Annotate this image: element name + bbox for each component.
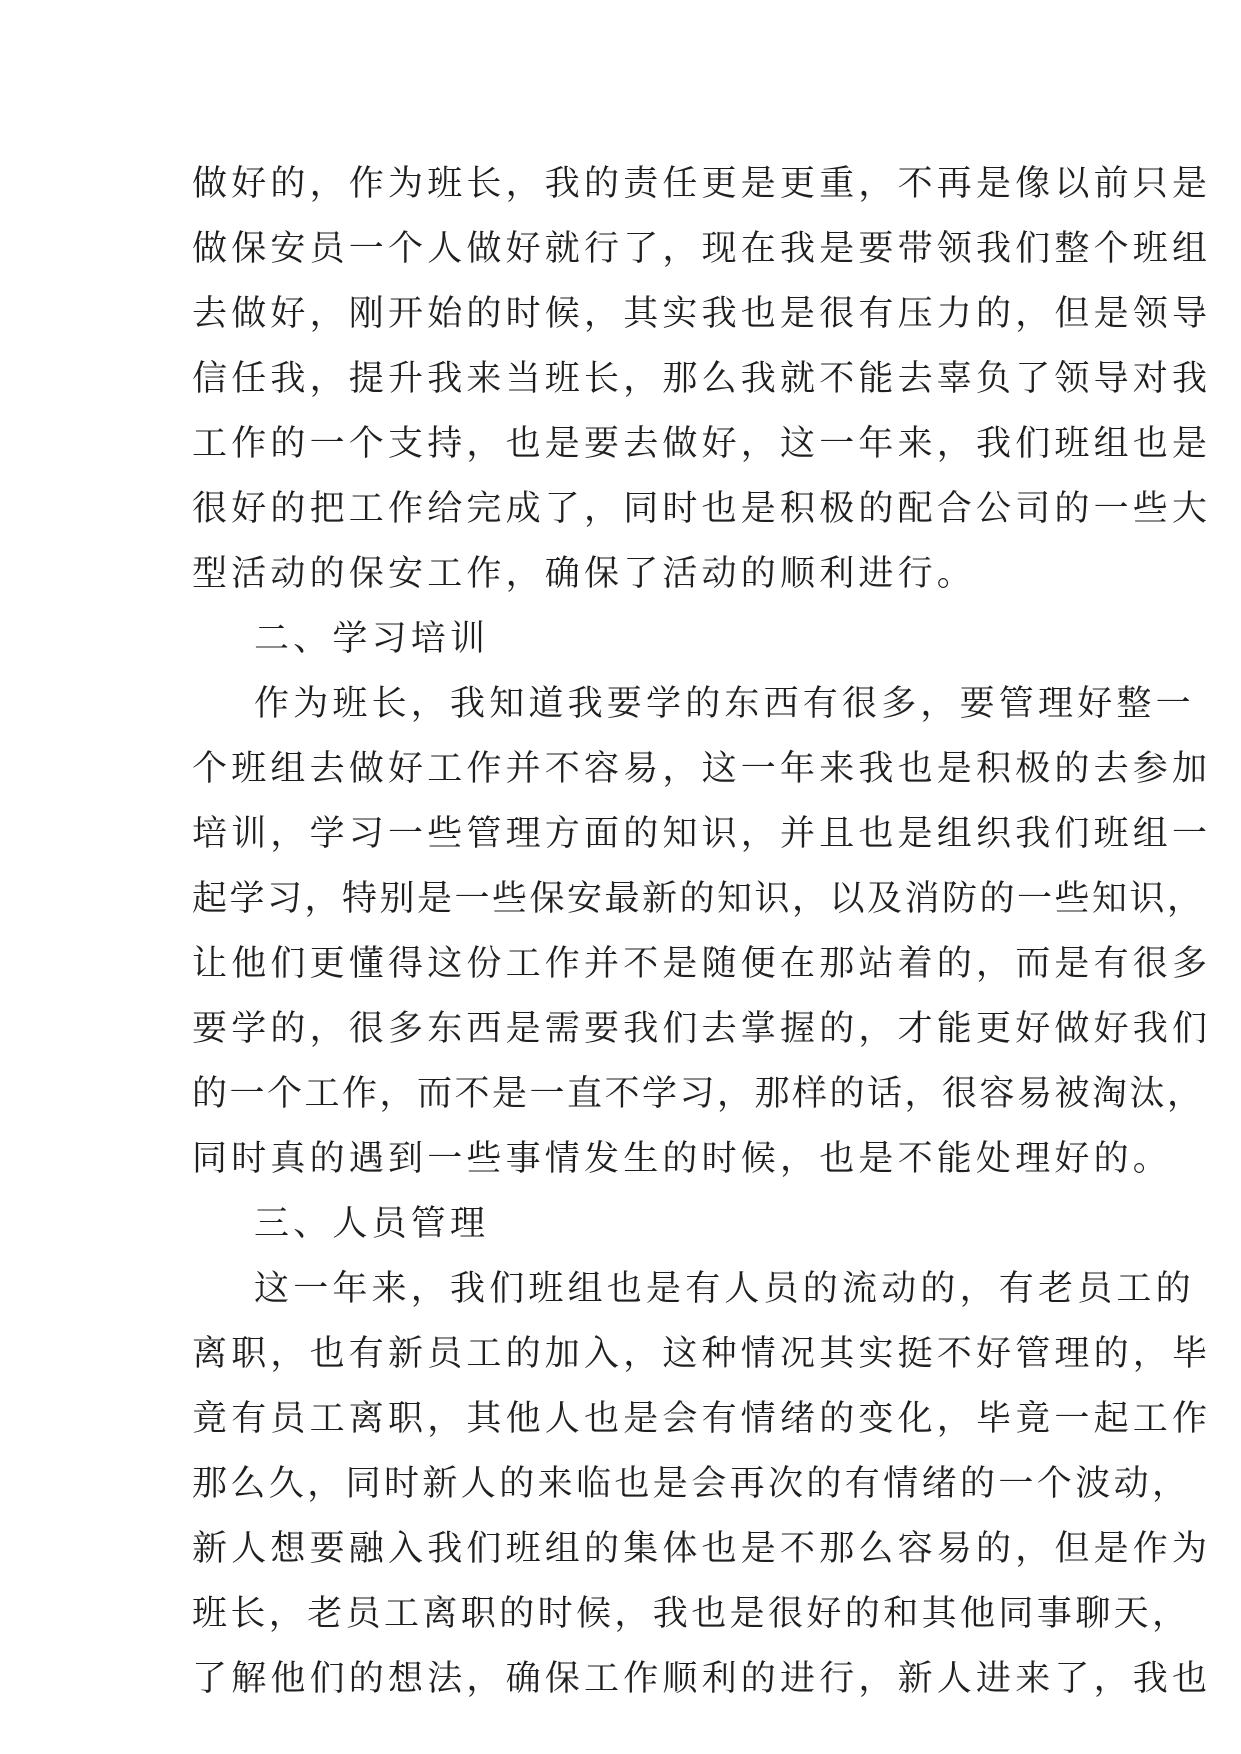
paragraph-1-line-2: 做保安员一个人做好就行了，现在我是要带领我们整个班组 [192, 229, 1212, 269]
paragraph-1-line-4: 信任我，提升我来当班长，那么我就不能去辜负了领导对我 [192, 359, 1212, 399]
paragraph-3-line-7: 了解他们的想法，确保工作顺利的进行，新人进来了，我也 [192, 1659, 1212, 1699]
paragraph-2-line-1: 作为班长，我知道我要学的东西有很多，要管理好整一 [254, 684, 1195, 724]
paragraph-3-line-2: 离职，也有新员工的加入，这种情况其实挺不好管理的，毕 [192, 1334, 1212, 1374]
section-heading-personnel-management: 三、人员管理 [254, 1204, 490, 1244]
paragraph-3-line-5: 新人想要融入我们班组的集体也是不那么容易的，但是作为 [192, 1529, 1212, 1569]
paragraph-3-line-1: 这一年来，我们班组也是有人员的流动的，有老员工的 [254, 1269, 1195, 1309]
paragraph-2-line-4: 起学习，特别是一些保安最新的知识，以及消防的一些知识， [192, 879, 1205, 919]
paragraph-2-line-5: 让他们更懂得这份工作并不是随便在那站着的，而是有很多 [192, 944, 1212, 984]
paragraph-3-line-6: 班长，老员工离职的时候，我也是很好的和其他同事聊天， [192, 1594, 1191, 1634]
paragraph-3-line-4: 那么久，同时新人的来临也是会再次的有情绪的一个波动， [192, 1464, 1191, 1504]
paragraph-3-line-3: 竟有员工离职，其他人也是会有情绪的变化，毕竟一起工作 [192, 1399, 1212, 1439]
paragraph-2-line-6: 要学的，很多东西是需要我们去掌握的，才能更好做好我们 [192, 1009, 1212, 1049]
paragraph-1-line-3: 去做好，刚开始的时候，其实我也是很有压力的，但是领导 [192, 294, 1212, 334]
section-heading-learning-training: 二、学习培训 [254, 619, 490, 659]
paragraph-2-line-2: 个班组去做好工作并不容易，这一年来我也是积极的去参加 [192, 749, 1212, 789]
paragraph-1-line-5: 工作的一个支持，也是要去做好，这一年来，我们班组也是 [192, 424, 1212, 464]
paragraph-1-line-1: 做好的，作为班长，我的责任更是更重，不再是像以前只是 [192, 164, 1212, 204]
paragraph-1-line-6: 很好的把工作给完成了，同时也是积极的配合公司的一些大 [192, 489, 1212, 529]
paragraph-2-line-8: 同时真的遇到一些事情发生的时候，也是不能处理好的。 [192, 1139, 1173, 1179]
paragraph-2-line-3: 培训，学习一些管理方面的知识，并且也是组织我们班组一 [192, 814, 1212, 854]
paragraph-2-line-7: 的一个工作，而不是一直不学习，那样的话，很容易被淘汰， [192, 1074, 1205, 1114]
document-body [192, 152, 1212, 1712]
paragraph-1-line-7: 型活动的保安工作，确保了活动的顺利进行。 [192, 554, 977, 594]
